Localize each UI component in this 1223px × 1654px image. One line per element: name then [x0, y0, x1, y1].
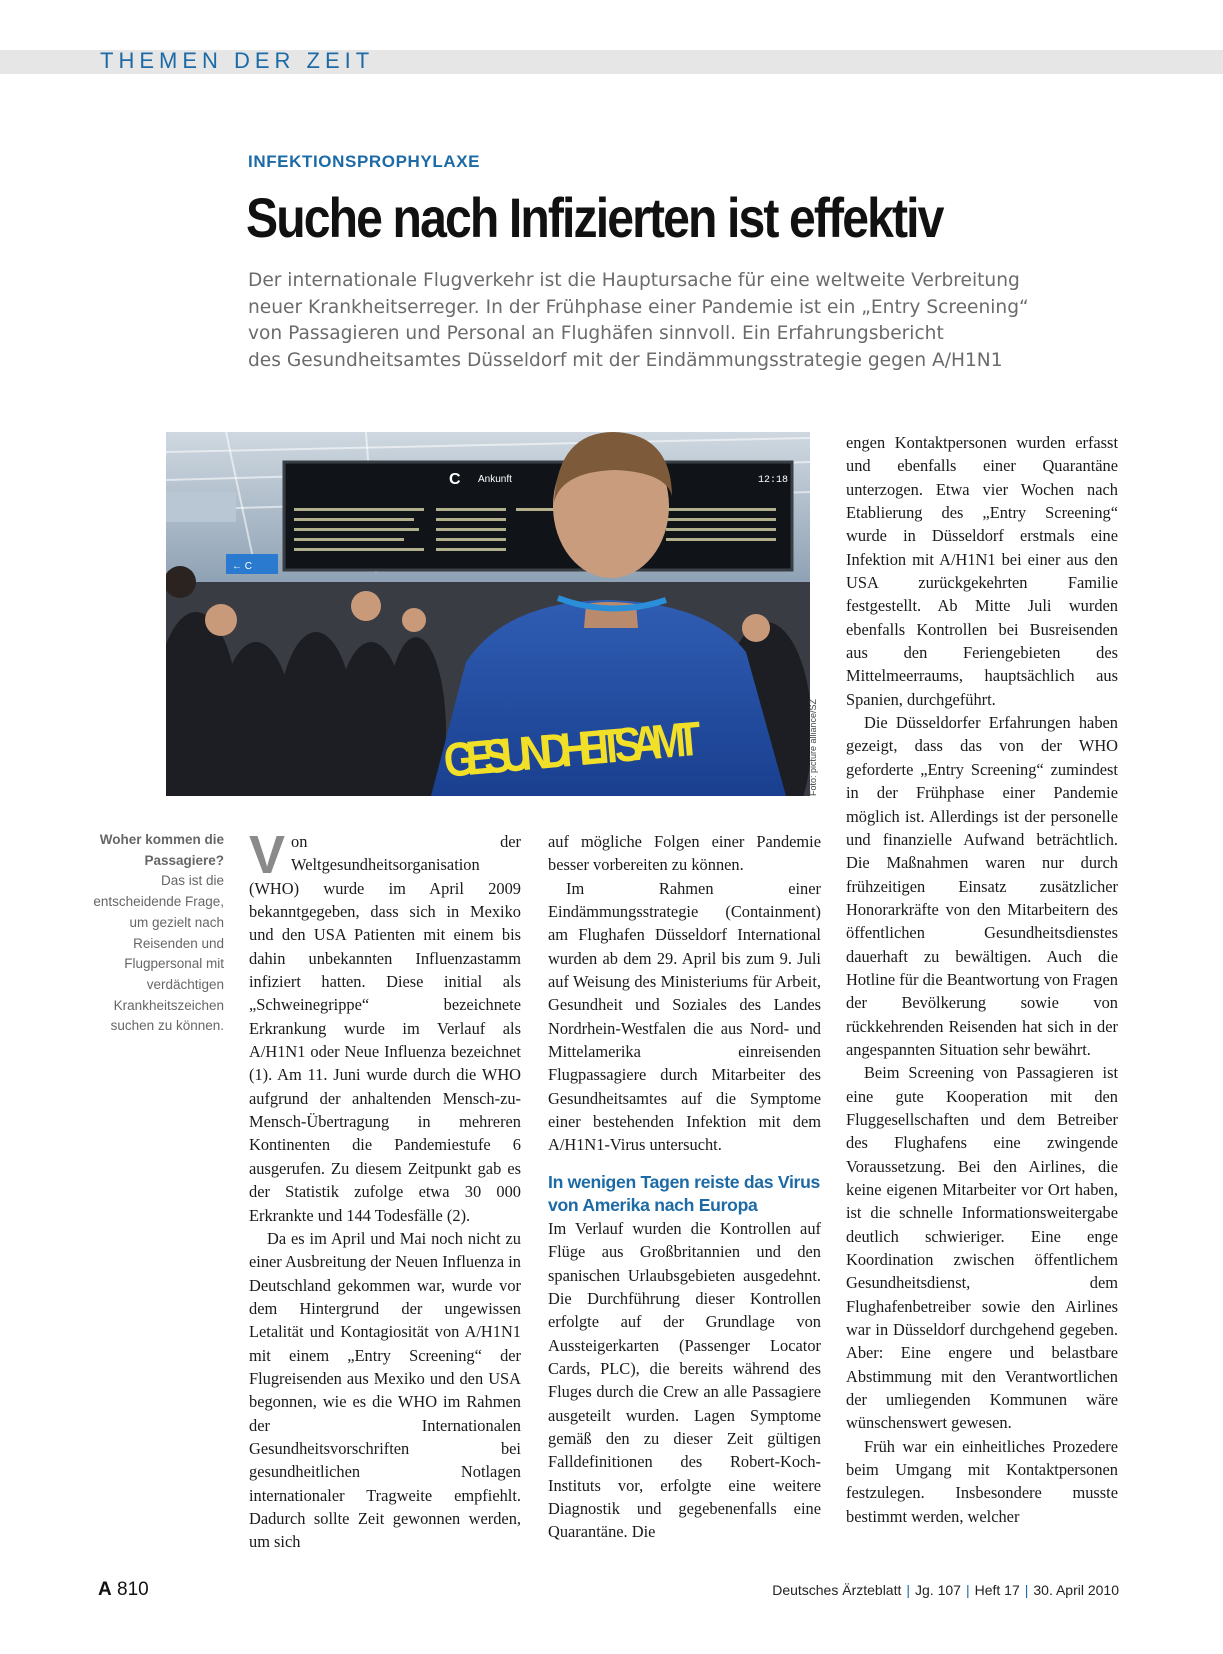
- page-number-value: 810: [117, 1579, 149, 1600]
- drop-cap: V: [249, 825, 286, 885]
- board-time: 12:18: [758, 475, 789, 486]
- board-label: Ankunft: [478, 474, 512, 485]
- photo-credit: Foto: picture alliance/SZ: [808, 698, 818, 796]
- article-lead: [248, 268, 1128, 374]
- body-paragraph: [249, 825, 521, 1227]
- body-paragraph: Im Rahmen einer Eindämmungsstrategie (Containment) am Flughafen Düsseldorf International wurden ab dem 29. April bis zum 9. Juli auf Weisung des Ministeriums für Arbeit, Gesundheit und Soziales des Landes Nordrhein-Westfalen die aus Nord- und Mittelamerika einreisenden Flugpassagiere durch Mitarbeiter des Gesundheitsamtes auf die Symptome einer bestehenden Infektion mit dem A/H1N1-Virus untersucht.: [548, 878, 821, 1155]
- lead-line: des Gesundheitsamtes Düsseldorf mit der Eindämmungsstrategie gegen A/H1N1: [248, 349, 1003, 371]
- body-paragraph: Früh war ein einheitliches Prozedere beim Umgang mit Kontaktpersonen festzulegen. Insbesondere musste bestimmt werden, welcher: [846, 1436, 1118, 1526]
- footer-separator: |: [1024, 1582, 1029, 1598]
- footer-separator: |: [965, 1582, 970, 1598]
- body-paragraph: Beim Screening von Passagieren ist eine gute Kooperation mit den Fluggesellschaften und dem Betreiber des Flughafens eine zwingende Voraussetzung. Bei den Airlines, die keine eigenen Mitarbeiter vor Ort haben, ist die schnelle Informationsweitergabe deutlich schwieriger. Eine enge Koordination zwischen öffentlichem Gesundheitsdienst, dem Flughafenbetreiber sowie den Airlines war in Düsseldorf durchgehend gegeben. Aber: Eine engere und belastbare Abstimmung mit den Verantwortlichen der umliegenden Kommunen wäre wünschenswert gewesen.: [846, 1063, 1118, 1433]
- journal-volume: Jg. 107: [915, 1582, 961, 1598]
- journal-issue: Heft 17: [974, 1582, 1020, 1598]
- journal-date: 30. April 2010: [1033, 1582, 1119, 1598]
- text-column-2: [548, 830, 821, 1544]
- sidenote: [92, 830, 224, 1037]
- sidenote-text: Das ist die entscheidende Frage, um gezielt nach Reisenden und Flugpersonal mit verdächtigen Krankheitszeichen suchen zu können.: [93, 873, 224, 1034]
- journal-name: Deutsches Ärzteblatt: [772, 1582, 902, 1598]
- article-headline: Suche nach Infizierten ist effektiv: [246, 186, 943, 249]
- sidenote-question: Woher kommen die Passagiere?: [99, 832, 224, 868]
- vest-text: GESUNDHEITSAMT: [441, 711, 704, 788]
- article-photo: [166, 432, 810, 796]
- lead-line: Der internationale Flugverkehr ist die Hauptursache für eine weltweite Verbreitung: [248, 270, 1020, 291]
- lead-line: neuer Krankheitserreger. In der Frühphase einer Pandemie ist ein „Entry Screening“: [248, 296, 1029, 318]
- body-paragraph: Im Verlauf wurden die Kontrollen auf Flüge aus Großbritannien und den spanischen Urlaubsgebieten ausgedehnt. Die Durchführung dieser Kontrollen erfolgte auf der Grundlage von Aussteigerkarten (Passenger Locator Cards, PLC), die bereits während des Fluges durch die Crew an alle Passagiere ausgeteilt wurden. Lagen Symptome gemäß den zu dieser Zeit gültigen Falldefinitionen des Robert-Koch-Instituts vor, erfolgte eine weitere Diagnostik und gegebenenfalls eine Quarantäne. Die: [548, 1218, 821, 1542]
- text-column-3: [846, 431, 1118, 1528]
- svg-text:← C: ← C: [232, 561, 252, 572]
- page-prefix: A: [98, 1579, 112, 1600]
- text-column-1: [249, 825, 521, 1554]
- body-paragraph: Da es im April und Mai noch nicht zu einer Ausbreitung der Neuen Influenza in Deutschland gekommen war, wurde vor dem Hintergrund der ungewissen Letalität und Kontagiosität von A/H1N1 mit einem „Entry Screening“ der Flugreisenden aus Mexiko und den USA begonnen, wie es die WHO im Rahmen der Internationalen Gesundheitsvorschriften bei gesundheitlichen Notlagen internationaler Tragweite empfiehlt. Dadurch sollte Zeit gewonnen werden, um sich: [249, 1228, 521, 1552]
- article-kicker: INFEKTIONSPROPHYLAXE: [248, 152, 481, 171]
- board-letter: C: [449, 471, 461, 488]
- lead-line: von Passagieren und Personal an Flughäfen sinnvoll. Ein Erfahrungsbericht: [248, 323, 944, 344]
- paragraph-text: on der Weltgesundheitsorganisation (WHO) wurde im April 2009 bekanntgegeben, dass sich in Mexiko und den USA Patienten mit einem bis dahin unbekannten Influenzastamm infiziert hatten. Diese initial als „Schweinegrippe“ bezeichnete Erkrankung wurde im Verlauf als A/H1N1 oder Neue Influenza bezeichnet (1). Am 11. Juni wurde durch die WHO aufgrund der anhaltenden Mensch-zu-Mensch-Übertragung in mehreren Kontinenten die Pandemiestufe 6 ausgerufen. Zu diesem Zeitpunkt gab es der Statistik zufolge etwa 30 000 Erkrankte und 144 Todesfälle (2).: [249, 832, 521, 1225]
- journal-footer: [772, 1582, 1119, 1598]
- body-paragraph: auf mögliche Folgen einer Pandemie besser vorbereiten zu können.: [548, 832, 821, 875]
- body-paragraph: Die Düsseldorfer Erfahrungen haben gezeigt, dass das von der WHO geforderte „Entry Screening“ zumindest in der Frühphase einer Pandemie möglich ist. Allerdings ist der personelle und finanzielle Aufwand beträchtlich. Die Maßnahmen waren nur durch frühzeitigen Einsatz zusätzlicher Honorarkräfte von den Mitarbeitern des öffentlichen Gesundheitsdienstes dauerhaft zu bewältigen. Auch die Hotline für die Beantwortung von Fragen der Bevölkerung sowie von rückkehrenden Reisenden hat sich in der angespannten Situation sehr bewährt.: [846, 713, 1118, 1059]
- footer-separator: |: [906, 1582, 911, 1598]
- subheading: In wenigen Tagen reiste das Virus von Amerika nach Europa: [548, 1171, 821, 1215]
- section-title: THEMEN DER ZEIT: [100, 48, 375, 73]
- page-number: [98, 1579, 149, 1601]
- body-paragraph: engen Kontaktpersonen wurden erfasst und ebenfalls einer Quarantäne unterzogen. Etwa vier Wochen nach Etablierung des „Entry Screening“ wurde in Düsseldorf erstmals eine Infektion mit A/H1N1 bei einer aus den USA zurückgekehrten Familie festgestellt. Ab Mitte Juli wurden ebenfalls Kontrollen bei Busreisenden aus den Feriengebieten des Mittelmeerraums, hauptsächlich aus Spanien, durchgeführt.: [846, 433, 1118, 709]
